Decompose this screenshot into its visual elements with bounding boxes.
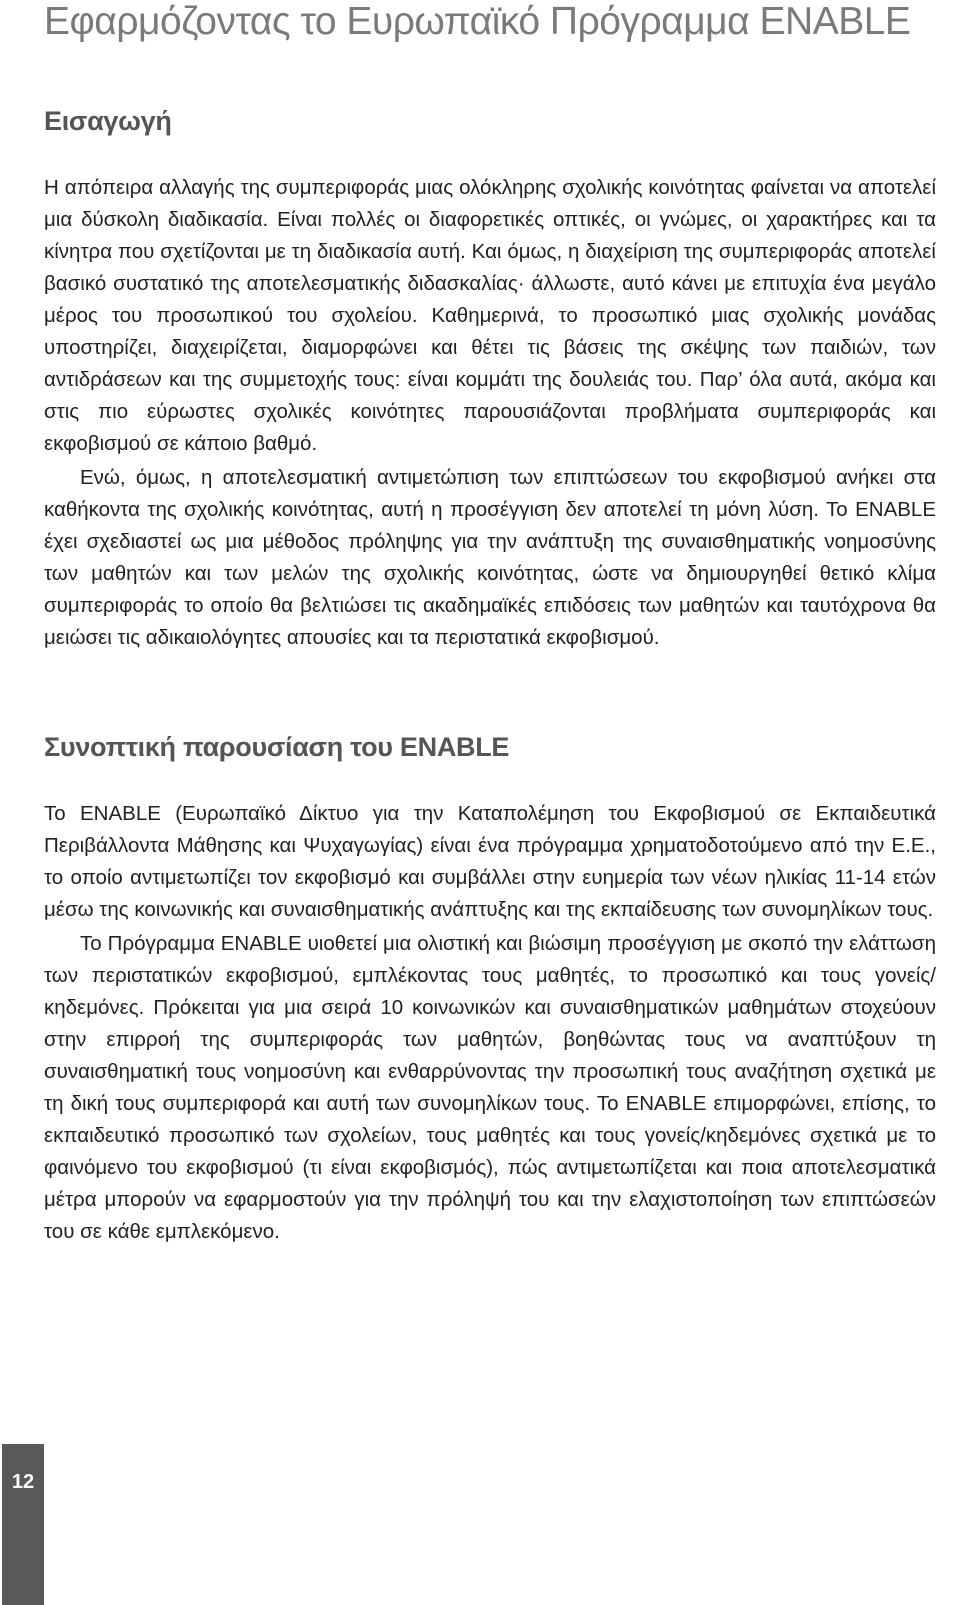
paragraph: Η απόπειρα αλλαγής της συμπεριφοράς μιας ολόκληρης σχολικής κοινότητας φαίνεται να αποτελεί μια δύσκολη διαδικασία. Είναι πολλές οι διαφορετικές οπτικές, οι γνώμες, οι χαρακτήρες και τα κίνητρα που σχετίζονται με τη διαδικασία αυτή. Και όμως, η διαχείριση της συμπεριφοράς αποτελεί βασικό συστατικό της αποτελεσματικής διδασκαλίας· άλλωστε, αυτό κάνει με επιτυχία ένα μεγάλο μέρος του προσωπικού του σχολείου. Καθημερινά, το προσωπικό μιας σχολικής μονάδας υποστηρίζει, διαχειρίζεται, διαμορφώνει και θέτει τις βάσεις της σκέψης των παιδιών, των αντιδράσεων και της συμμετοχής τους: είναι κομμάτι της δουλειάς του. Παρ’ όλα αυτά, ακόμα και στις πιο εύρωστες σχολικές κοινότητες παρουσιάζονται προβλήματα συμπεριφοράς και εκφοβισμού σε κάποιο βαθμό. [44,176,936,455]
page-number: 12 [11,1471,35,1493]
paragraph: Ενώ, όμως, η αποτελεσματική αντιμετώπιση των επιπτώσεων του εκφοβισμού ανήκει στα καθήκοντα της σχολικής κοινότητας, αυτή η προσέγγιση δεν αποτελεί τη μόνη λύση. Το ENABLE έχει σχεδιαστεί ως μια μέθοδος πρόληψης για την ανάπτυξη της συναισθηματικής νοημοσύνης των μαθητών και των μελών της σχολικής κοινότητας, ώστε να δημιουργηθεί θετικό κλίμα συμπεριφοράς το οποίο θα βελτιώσει τις ακαδημαϊκές επιδόσεις των μαθητών και ταυτόχρονα θα μειώσει τις αδικαιολόγητες απουσίες και τα περιστατικά εκφοβισμού. [44,466,936,649]
paragraph: Το Πρόγραμμα ENABLE υιοθετεί μια ολιστική και βιώσιμη προσέγγιση με σκοπό την ελάττωση των περιστατικών εκφοβισμού, εμπλέκοντας τους μαθητές, το προσωπικό και τους γονείς/κηδεμόνες. Πρόκειται για μια σειρά 10 κοινωνικών και συναισθηματικών μαθημάτων στοχεύουν στην επιρροή της συμπεριφοράς των μαθητών, βοηθώντας τους να αναπτύξουν τη συναισθηματική τους νοημοσύνη και ενθαρρύνοντας την προσωπική τους αναζήτηση σχετικά με τη δική τους συμπεριφορά και αυτή των συνομηλίκων τους. Το ENABLE επιμορφώνει, επίσης, το εκπαιδευτικό προσωπικό των σχολείων, τους μαθητές και τους γονείς/κηδεμόνες σχετικά με το φαινόμενο του εκφοβισμού (τι είναι εκφοβισμός), πώς αντιμετωπίζεται και ποια αποτελεσματικά μέτρα μπορούν να εφαρμοστούν για την πρόληψή του και την ελαχιστοποίηση των επιπτώσεών του σε κάθε εμπλεκόμενο. [44,932,936,1243]
chapter-title: Εφαρμόζοντας το Ευρωπαϊκό Πρόγραμμα ENABLE [44,0,911,43]
paragraph: Το ENABLE (Ευρωπαϊκό Δίκτυο για την Καταπολέμηση του Εκφοβισμού σε Εκπαιδευτικά Περιβάλλοντα Μάθησης και Ψυχαγωγίας) είναι ένα πρόγραμμα χρηματοδοτούμενο από την Ε.Ε., το οποίο αντιμετωπίζει τον εκφοβισμό και συμβάλλει στην ευημερία των νέων ηλικίας 11-14 ετών μέσω της κοινωνικής και συναισθηματικής ανάπτυξης και της εκπαίδευσης των συνομηλίκων τους. [44,802,936,921]
section-title-overview: Συνοπτική παρουσίαση του ENABLE [44,732,510,762]
page-number-tab [2,1444,44,1605]
section-title-introduction: Εισαγωγή [44,106,172,136]
page-content [44,0,936,1248]
section-overview [44,730,936,1248]
section-introduction [44,104,936,654]
